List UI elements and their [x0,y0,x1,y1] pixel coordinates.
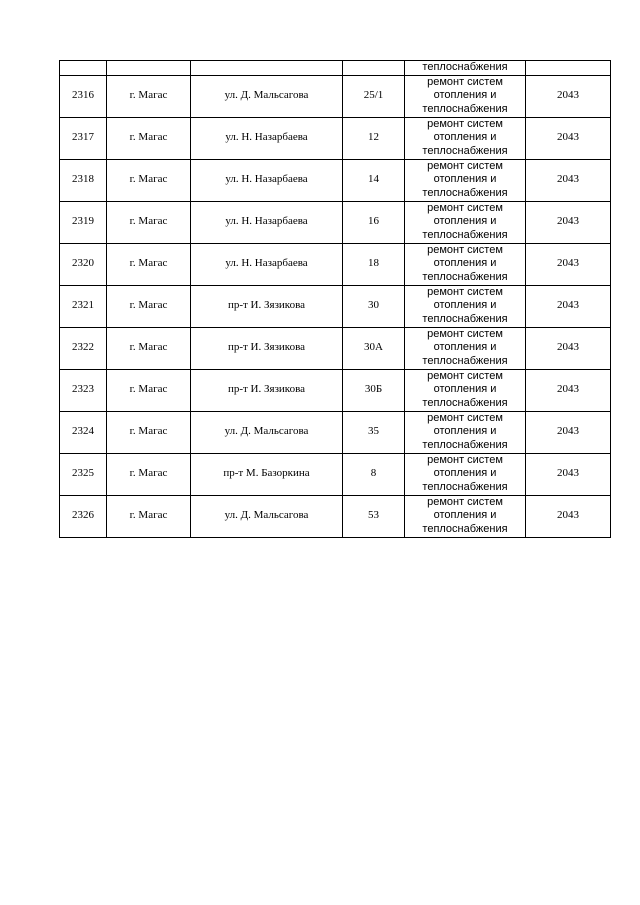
cell-work-type [405,453,526,495]
work-type-line: теплоснабжения [422,61,508,73]
cell-house: 35 [343,411,405,453]
table-row [60,159,611,201]
work-type-line: отопления и [433,131,497,144]
cell-city: г. Магас [107,201,191,243]
cell-year: 2043 [526,495,611,537]
cell-year: 2043 [526,201,611,243]
cell-street: ул. Д. Мальсагова [191,411,343,453]
cell-number: 2322 [60,327,107,369]
work-type-line: отопления и [433,173,497,186]
work-type-line: отопления и [433,425,497,438]
work-type-line: теплоснабжения [422,396,508,409]
cell-city: г. Магас [107,75,191,117]
work-type-line: ремонт систем [427,495,503,508]
cell-street: ул. Н. Назарбаева [191,117,343,159]
work-type-line: теплоснабжения [422,354,508,367]
work-type-line: ремонт систем [427,327,503,340]
table-row [60,327,611,369]
cell-year: 2043 [526,117,611,159]
cell-street: пр-т И. Зязикова [191,327,343,369]
cell-year [526,61,611,76]
cell-work-type [405,495,526,537]
table-row [60,411,611,453]
cell-work-type [405,159,526,201]
cell-city: г. Магас [107,369,191,411]
cell-city: г. Магас [107,117,191,159]
work-type-line: ремонт систем [427,159,503,172]
cell-city: г. Магас [107,495,191,537]
work-type-line: теплоснабжения [422,228,508,241]
work-type-line: ремонт систем [427,369,503,382]
cell-work-type [405,243,526,285]
cell-house: 30А [343,327,405,369]
work-type-line: отопления и [433,509,497,522]
cell-year: 2043 [526,327,611,369]
work-type-line: ремонт систем [427,453,503,466]
table-row [60,369,611,411]
cell-number: 2321 [60,285,107,327]
cell-city: г. Магас [107,243,191,285]
cell-house: 14 [343,159,405,201]
work-type-line: отопления и [433,215,497,228]
work-type-line: теплоснабжения [422,186,508,199]
cell-number: 2323 [60,369,107,411]
cell-house: 30Б [343,369,405,411]
work-type-line: отопления и [433,257,497,270]
work-type-line: ремонт систем [427,285,503,298]
cell-city: г. Магас [107,285,191,327]
table-row [60,117,611,159]
cell-street: пр-т М. Базоркина [191,453,343,495]
work-type-line: ремонт систем [427,411,503,424]
cell-work-type [405,61,526,76]
work-type-line: теплоснабжения [422,312,508,325]
work-type-line: отопления и [433,467,497,480]
work-type-line: отопления и [433,341,497,354]
work-type-line: теплоснабжения [422,480,508,493]
cell-house: 30 [343,285,405,327]
cell-street: пр-т И. Зязикова [191,285,343,327]
cell-number: 2320 [60,243,107,285]
work-type-line: ремонт систем [427,75,503,88]
cell-number: 2326 [60,495,107,537]
cell-number: 2316 [60,75,107,117]
cell-year: 2043 [526,369,611,411]
cell-work-type [405,327,526,369]
table-row [60,201,611,243]
cell-work-type [405,117,526,159]
work-type-line: ремонт систем [427,243,503,256]
table-row [60,243,611,285]
cell-number: 2324 [60,411,107,453]
cell-work-type [405,75,526,117]
work-type-line: теплоснабжения [422,144,508,157]
table-row [60,495,611,537]
cell-work-type [405,201,526,243]
work-type-line: теплоснабжения [422,522,508,535]
cell-street: ул. Н. Назарбаева [191,243,343,285]
cell-house: 53 [343,495,405,537]
cell-year: 2043 [526,243,611,285]
cell-house: 18 [343,243,405,285]
cell-work-type [405,411,526,453]
cell-city: г. Магас [107,453,191,495]
work-type-line: отопления и [433,89,497,102]
cell-year: 2043 [526,453,611,495]
housing-repair-table [59,60,611,538]
cell-number: 2317 [60,117,107,159]
cell-city [107,61,191,76]
cell-house [343,61,405,76]
cell-street [191,61,343,76]
cell-city: г. Магас [107,327,191,369]
table-row [60,285,611,327]
cell-house: 25/1 [343,75,405,117]
table-row [60,75,611,117]
cell-number: 2318 [60,159,107,201]
table-body [60,61,611,538]
cell-city: г. Магас [107,411,191,453]
table-row [60,453,611,495]
cell-number [60,61,107,76]
work-type-line: теплоснабжения [422,438,508,451]
cell-street: ул. Д. Мальсагова [191,495,343,537]
cell-work-type [405,369,526,411]
cell-year: 2043 [526,75,611,117]
cell-house: 12 [343,117,405,159]
cell-number: 2319 [60,201,107,243]
cell-year: 2043 [526,285,611,327]
cell-house: 8 [343,453,405,495]
cell-street: ул. Н. Назарбаева [191,201,343,243]
cell-work-type [405,285,526,327]
work-type-line: отопления и [433,383,497,396]
work-type-line: ремонт систем [427,117,503,130]
cell-year: 2043 [526,411,611,453]
cell-street: ул. Д. Мальсагова [191,75,343,117]
work-type-line: теплоснабжения [422,102,508,115]
continuation-row [60,61,611,76]
cell-city: г. Магас [107,159,191,201]
work-type-line: отопления и [433,299,497,312]
cell-number: 2325 [60,453,107,495]
cell-street: ул. Н. Назарбаева [191,159,343,201]
work-type-line: теплоснабжения [422,270,508,283]
cell-house: 16 [343,201,405,243]
work-type-line: ремонт систем [427,201,503,214]
cell-year: 2043 [526,159,611,201]
cell-street: пр-т И. Зязикова [191,369,343,411]
